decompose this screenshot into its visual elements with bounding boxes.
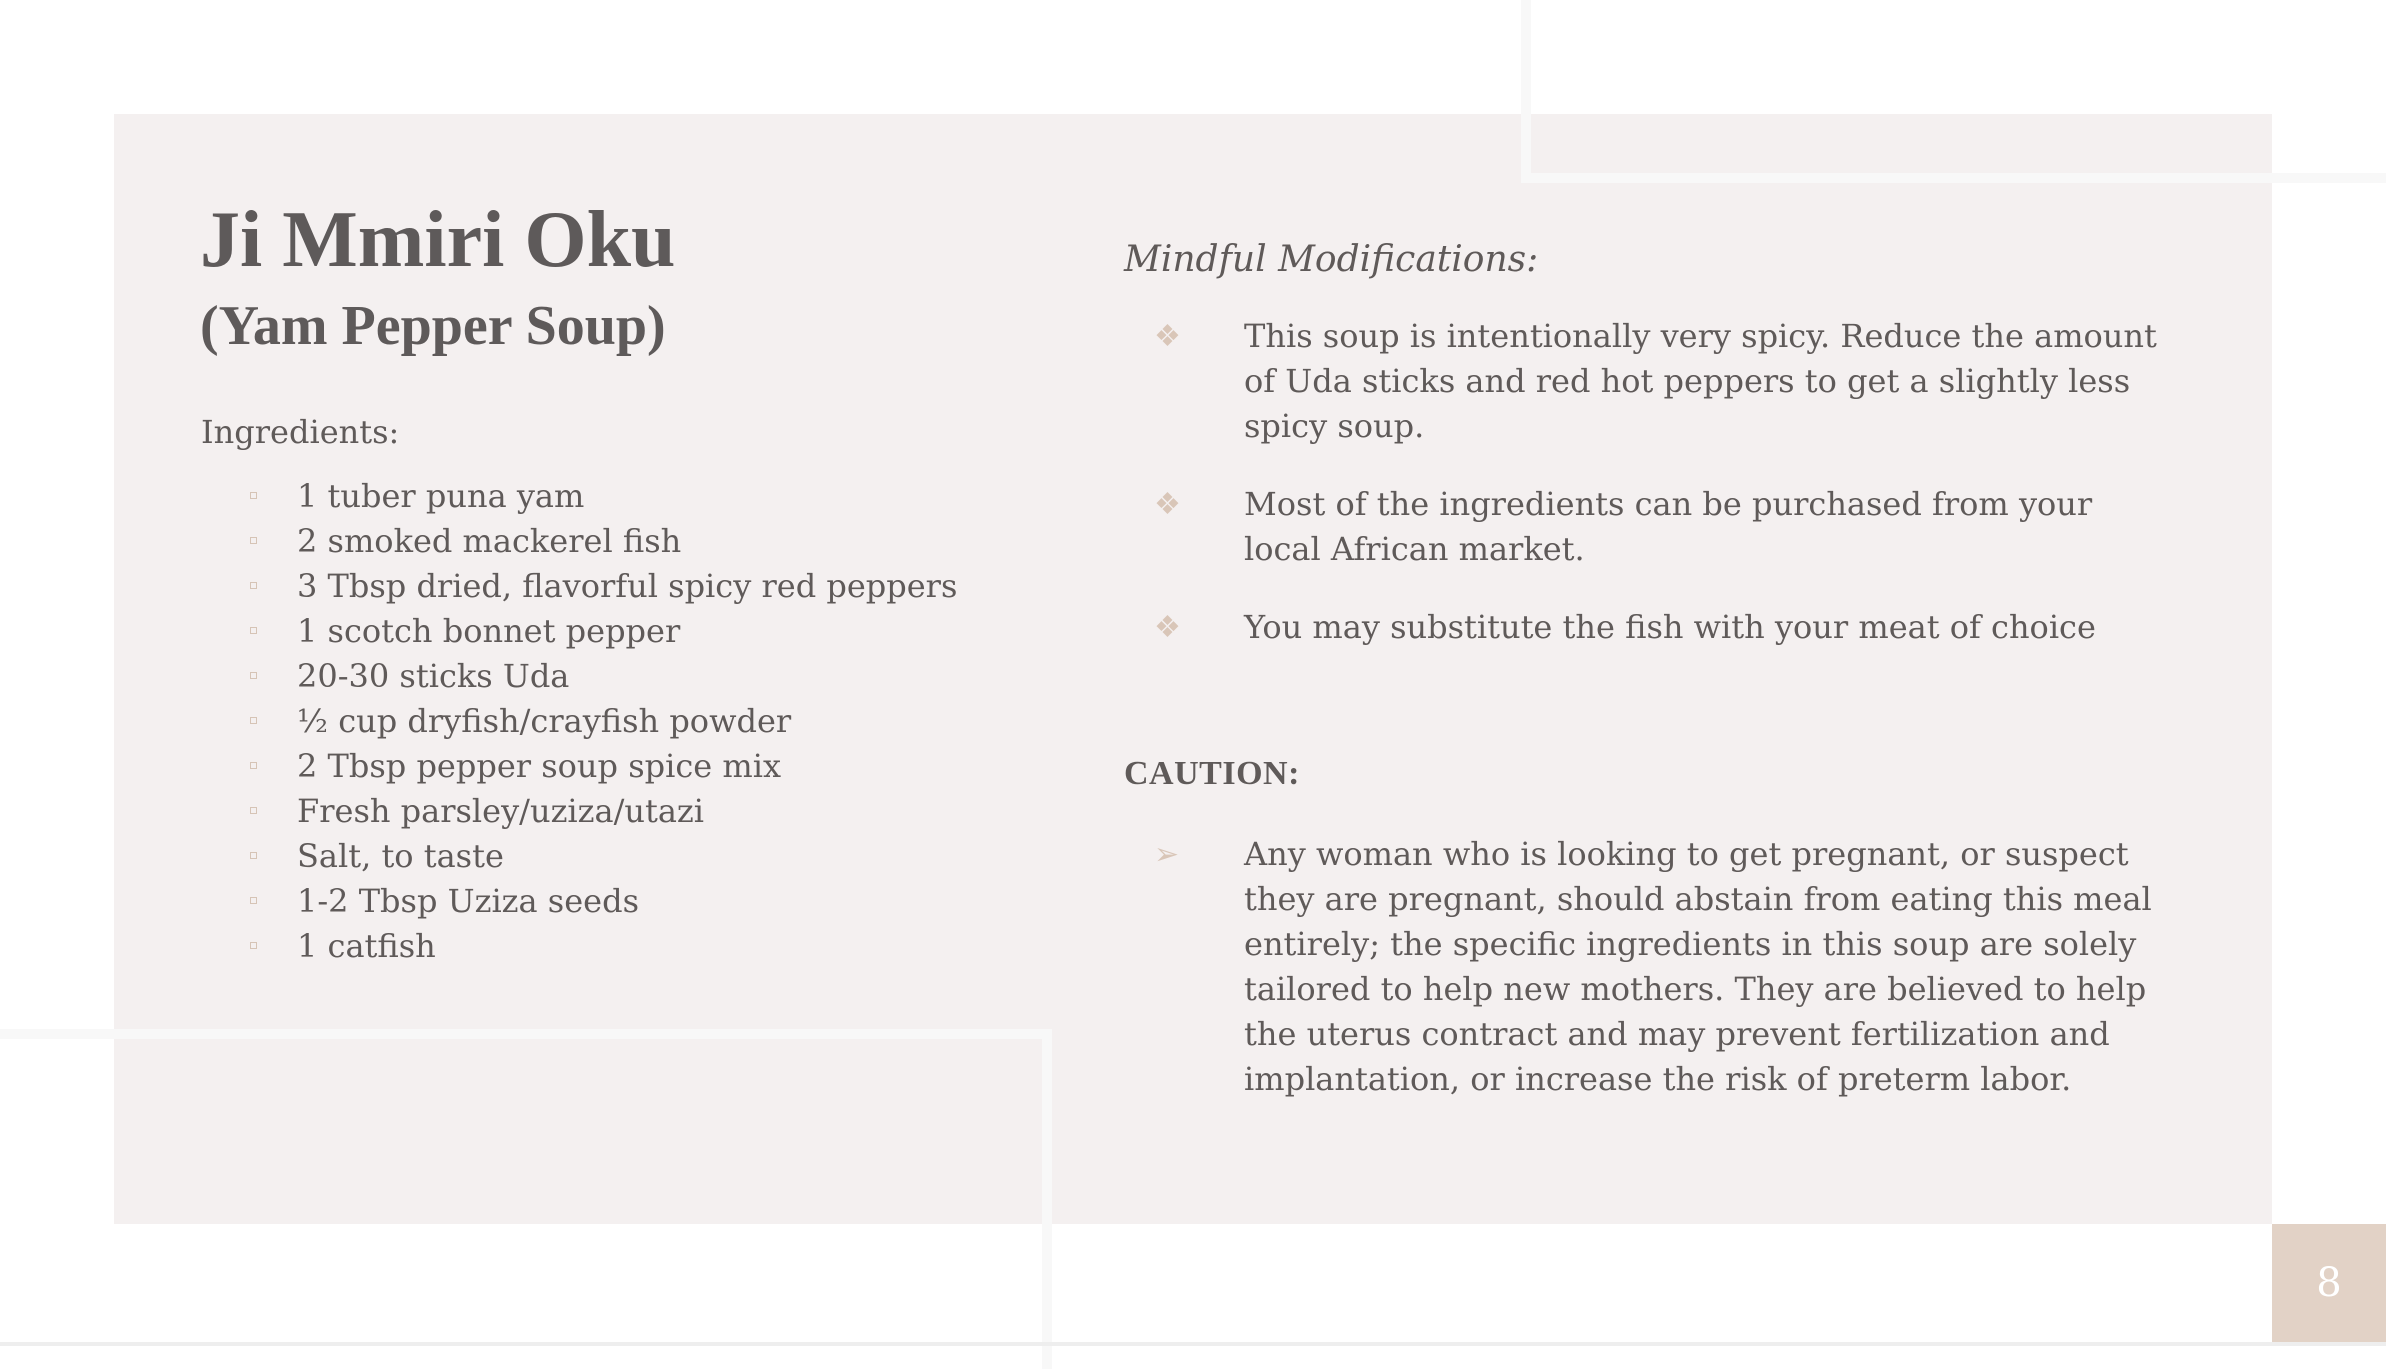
- diamond-cluster-icon: ❖: [1154, 487, 1181, 522]
- ingredient-item: 1 scotch bonnet pepper: [250, 609, 957, 654]
- square-bullet-icon: [250, 852, 257, 859]
- square-bullet-icon: [250, 762, 257, 769]
- diamond-cluster-icon: ❖: [1154, 610, 1181, 645]
- ingredient-item: 2 smoked mackerel fish: [250, 519, 957, 564]
- ingredients-list: [250, 474, 957, 969]
- ingredient-item: 1-2 Tbsp Uziza seeds: [250, 879, 957, 924]
- page-subtitle: (Yam Pepper Soup): [200, 295, 666, 357]
- bottom-rule: [0, 1342, 2386, 1346]
- modification-item: ❖ You may substitute the fish with your meat of choice: [1124, 605, 2164, 650]
- square-bullet-icon: [250, 897, 257, 904]
- square-bullet-icon: [250, 627, 257, 634]
- ingredient-item: 2 Tbsp pepper soup spice mix: [250, 744, 957, 789]
- caution-heading: CAUTION:: [1124, 755, 1300, 792]
- ingredient-item: 20-30 sticks Uda: [250, 654, 957, 699]
- square-bullet-icon: [250, 492, 257, 499]
- ingredient-item: Fresh parsley/uziza/utazi: [250, 789, 957, 834]
- modifications-heading: Mindful Modifications:: [1124, 239, 1539, 280]
- diamond-cluster-icon: ❖: [1154, 319, 1181, 354]
- square-bullet-icon: [250, 672, 257, 679]
- page-title: Ji Mmiri Oku: [200, 196, 676, 284]
- caution-item: ➢ Any woman who is looking to get pregnant, or suspect they are pregnant, should abstain from eating this meal entirely; the specific ingredients in this soup are solely tailored to help new mothers. They are believed to help the uterus contract and may prevent fertilization and implantation, or increase the risk of preterm labor.: [1124, 832, 2164, 1102]
- modification-item: ❖ Most of the ingredients can be purchased from your local African market.: [1124, 482, 2164, 572]
- ingredient-item: 1 tuber puna yam: [250, 474, 957, 519]
- decorative-frame-top: [1521, 0, 2386, 183]
- square-bullet-icon: [250, 537, 257, 544]
- arrowhead-icon: ➢: [1154, 837, 1180, 872]
- ingredient-item: ½ cup dryfish/crayfish powder: [250, 699, 957, 744]
- square-bullet-icon: [250, 717, 257, 724]
- caution-list: [1124, 832, 2164, 1102]
- square-bullet-icon: [250, 582, 257, 589]
- ingredients-label: Ingredients:: [201, 413, 400, 451]
- decorative-frame-bottom: [0, 1029, 1052, 1369]
- square-bullet-icon: [250, 807, 257, 814]
- square-bullet-icon: [250, 942, 257, 949]
- page-number: 8: [2272, 1224, 2386, 1342]
- modification-item: ❖ This soup is intentionally very spicy. Reduce the amount of Uda sticks and red hot peppers to get a slightly less spicy soup.: [1124, 314, 2164, 449]
- ingredient-item: 3 Tbsp dried, flavorful spicy red peppers: [250, 564, 957, 609]
- ingredient-item: Salt, to taste: [250, 834, 957, 879]
- ingredient-item: 1 catfish: [250, 924, 957, 969]
- modifications-list: [1124, 314, 2164, 683]
